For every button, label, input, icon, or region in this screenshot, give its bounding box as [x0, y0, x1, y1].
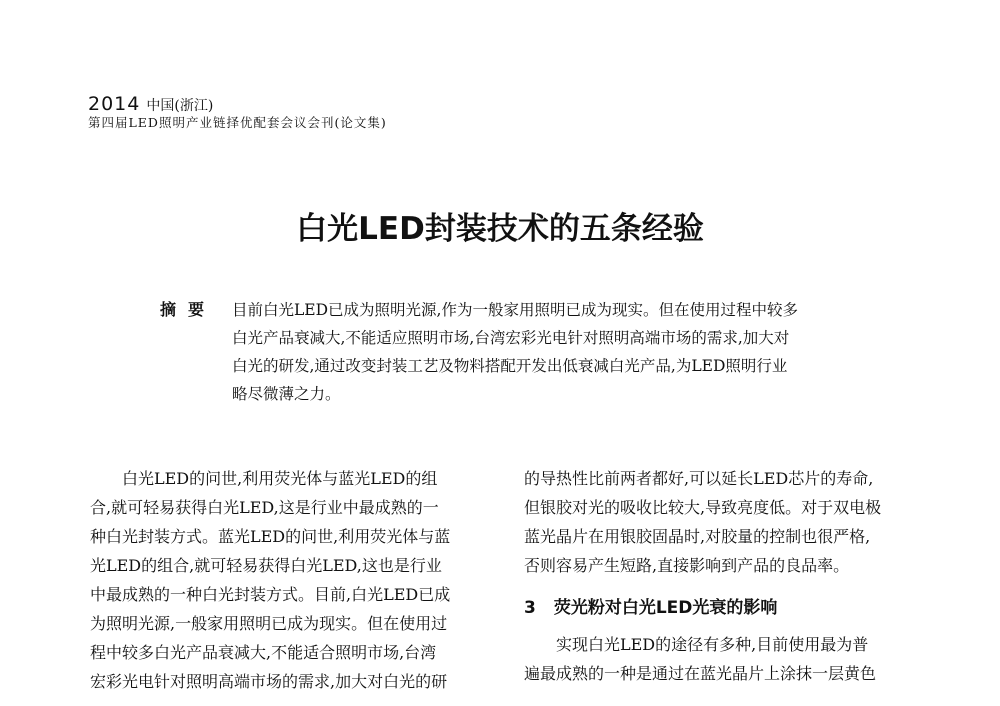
section-heading — [524, 586, 924, 630]
header-line-2: 第四届LED照明产业链择优配套会议会刊(论文集) — [88, 115, 387, 130]
header-region: 中国(浙江) — [146, 98, 214, 114]
paper-title: 白光LED封装技术的五条经验 — [296, 211, 704, 247]
body-line: 为照明光源,一般家用照明已成为现实。但在使用过 — [90, 614, 448, 633]
section-title: 荧光粉对白光LED光衰的影响 — [553, 598, 778, 618]
header-line-1 — [88, 94, 387, 114]
body-line: 遍最成熟的一种是通过在蓝光晶片上涂抹一层黄色 — [524, 664, 877, 683]
body-line: 白光LED的问世,利用荧光体与蓝光LED的组 — [122, 469, 438, 488]
body-line: 宏彩光电针对照明高端市场的需求,加大对白光的研 — [90, 672, 448, 691]
body-line: 实现白光LED的途径有多种,目前使用最为普 — [556, 635, 869, 654]
body-line: 光LED的组合,就可轻易获得白光LED,这也是行业 — [90, 556, 442, 575]
body-line: 否则容易产生短路,直接影响到产品的良品率。 — [524, 556, 850, 575]
body-column-left — [90, 464, 490, 696]
abstract-line: 白光产品衰减大,不能适应照明市场,台湾宏彩光电针对照明高端市场的需求,加大对 — [232, 329, 790, 347]
proceedings-header — [88, 94, 387, 132]
body-line: 中最成熟的一种白光封装方式。目前,白光LED已成 — [90, 585, 451, 604]
body-line: 程中较多白光产品衰减大,不能适合照明市场,台湾 — [90, 643, 437, 662]
body-line: 蓝光晶片在用银胶固晶时,对胶量的控制也很严格, — [524, 527, 871, 546]
abstract-text — [232, 296, 892, 408]
body-line: 合,就可轻易获得白光LED,这是行业中最成熟的一 — [90, 498, 439, 517]
abstract-line: 目前白光LED已成为照明光源,作为一般家用照明已成为现实。但在使用过程中较多 — [232, 301, 798, 319]
body-line: 的导热性比前两者都好,可以延长LED芯片的寿命, — [524, 469, 874, 488]
abstract-line: 略尽微薄之力。 — [232, 385, 341, 403]
body-line: 种白光封装方式。蓝光LED的问世,利用荧光体与蓝 — [90, 527, 451, 546]
header-year: 2014 — [88, 93, 141, 115]
body-line: 但银胶对光的吸收比较大,导致亮度低。对于双电极 — [524, 498, 882, 517]
abstract-label: 摘要 — [160, 300, 217, 319]
body-column-right — [524, 464, 924, 688]
section-number: 3 — [524, 598, 536, 618]
abstract-line: 白光的研发,通过改变封装工艺及物料搭配开发出低衰减白光产品,为LED照明行业 — [232, 357, 788, 375]
